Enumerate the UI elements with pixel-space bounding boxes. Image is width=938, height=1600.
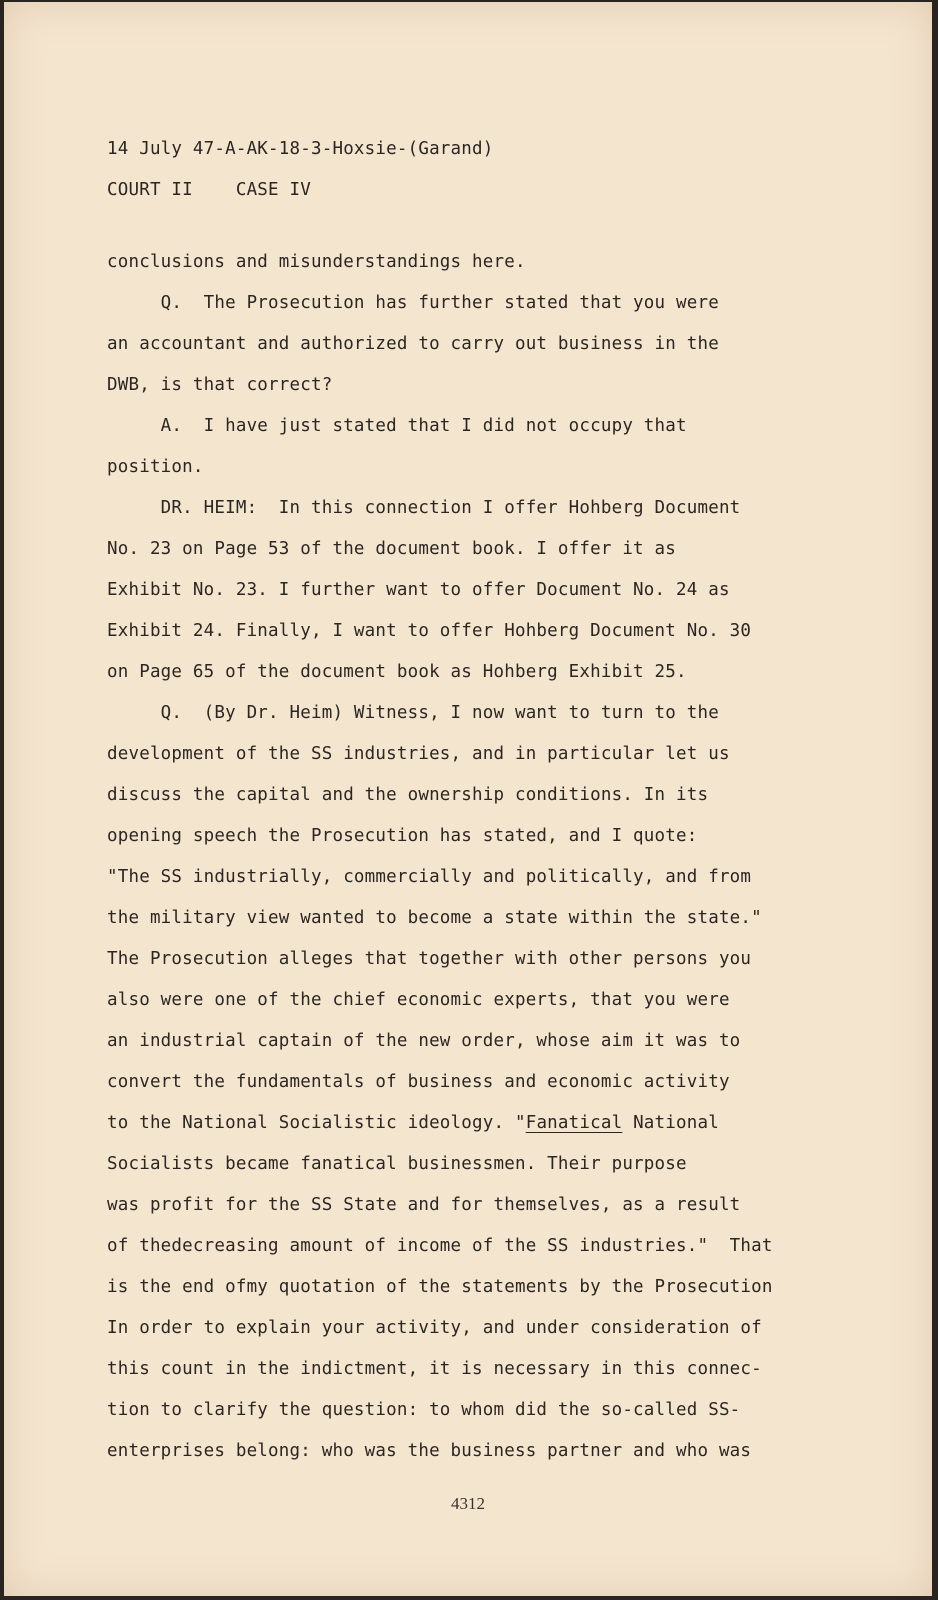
transcript-line: Q. (By Dr. Heim) Witness, I now want to turn to the [107,703,719,723]
transcript-line: "The SS industrially, commercially and politically, and from [107,867,752,887]
transcript-line: A. I have just stated that I did not occupy that [107,416,687,436]
page-number: 4312 [451,1494,485,1513]
transcript-line: development of the SS industries, and in particular let us [107,744,730,764]
transcript-line: Exhibit No. 23. I further want to offer Document No. 24 as [107,580,730,600]
transcript-line: convert the fundamentals of business and economic activity [107,1072,730,1092]
line-tail: National [622,1113,719,1133]
transcript-line: enterprises belong: who was the business partner and who was [107,1441,752,1461]
line-lead: to the National Socialistic ideology. " [107,1113,526,1133]
document-page [4,2,932,1596]
transcript-line: on Page 65 of the document book as Hohberg Exhibit 25. [107,662,687,682]
transcript-line: DR. HEIM: In this connection I offer Hohberg Document [107,498,741,518]
transcript-line: DWB, is that correct? [107,375,333,395]
transcript-line: Socialists became fanatical businessmen. Their purpose [107,1154,687,1174]
transcript-line: The Prosecution alleges that together with other persons you [107,949,752,969]
transcript-line: of thedecreasing amount of income of the SS industries." That [107,1236,773,1256]
transcript-line: an accountant and authorized to carry out business in the [107,334,719,354]
document-reference: 14 July 47-A-AK-18-3-Hoxsie-(Garand) [107,139,494,159]
underlined-word: Fanatical [525,1113,623,1133]
court-case-heading: COURT II CASE IV [107,180,311,200]
transcript-line: this count in the indictment, it is necessary in this connec- [107,1359,762,1379]
transcript-line: discuss the capital and the ownership conditions. In its [107,785,709,805]
transcript-body [107,242,887,1461]
transcript-line: No. 23 on Page 53 of the document book. I offer it as [107,539,677,559]
transcript-line: conclusions and misunderstandings here. [107,252,526,272]
transcript-line: an industrial captain of the new order, whose aim it was to [107,1031,741,1051]
transcript-line: was profit for the SS State and for themselves, as a result [107,1195,741,1215]
transcript-line: tion to clarify the question: to whom did the so-called SS- [107,1400,741,1420]
transcript-line: the military view wanted to become a state within the state." [107,908,762,928]
transcript-line: also were one of the chief economic experts, that you were [107,990,730,1010]
transcript-line: opening speech the Prosecution has stated, and I quote: [107,826,698,846]
transcript-line: In order to explain your activity, and under consideration of [107,1318,762,1338]
transcript-line: Q. The Prosecution has further stated that you were [107,293,719,313]
transcript-line: is the end ofmy quotation of the statements by the Prosecution [107,1277,773,1297]
transcript-line: Exhibit 24. Finally, I want to offer Hohberg Document No. 30 [107,621,752,641]
transcript-line: position. [107,457,204,477]
transcript-line-with-underline [107,1103,719,1144]
